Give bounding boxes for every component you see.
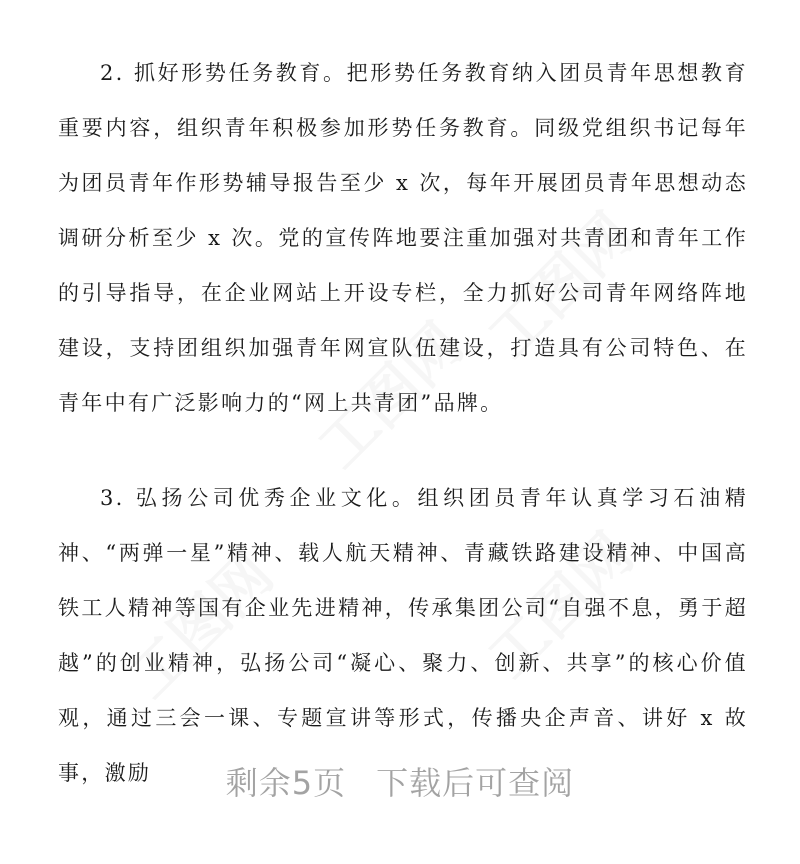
remaining-pages-label: 剩余5页 bbox=[225, 764, 347, 802]
download-prompt[interactable] bbox=[0, 758, 800, 804]
paragraph-3: 3. 弘扬公司优秀企业文化。组织团员青年认真学习石油精神、“两弹一星”精神、载人航天精神、青藏铁路建设精神、中国高铁工人精神等国有企业先进精神，传承集团公司“自强不息，勇于超越”的创业精神，弘扬公司“凝心、聚力、创新、共享”的核心价值观，通过三会一课、专题宣讲等形式，传播央企声音、讲好 x 故事，激励 bbox=[58, 486, 748, 785]
document-body bbox=[58, 46, 748, 801]
paragraph-2: 2. 抓好形势任务教育。把形势任务教育纳入团员青年思想教育重要内容，组织青年积极参加形势任务教育。同级党组织书记每年为团员青年作形势辅导报告至少 x 次，每年开展团员青年思想动态调研分析至少 x 次。党的宣传阵地要注重加强对共青团和青年工作的引导指导，在企业网站上开设专栏，全力抓好公司青年网络阵地建设，支持团组织加强青年网宣队伍建设，打造具有公司特色、在青年中有广泛影响力的“网上共青团”品牌。 bbox=[58, 61, 748, 415]
download-to-view-label: 下载后可查阅 bbox=[376, 764, 575, 802]
